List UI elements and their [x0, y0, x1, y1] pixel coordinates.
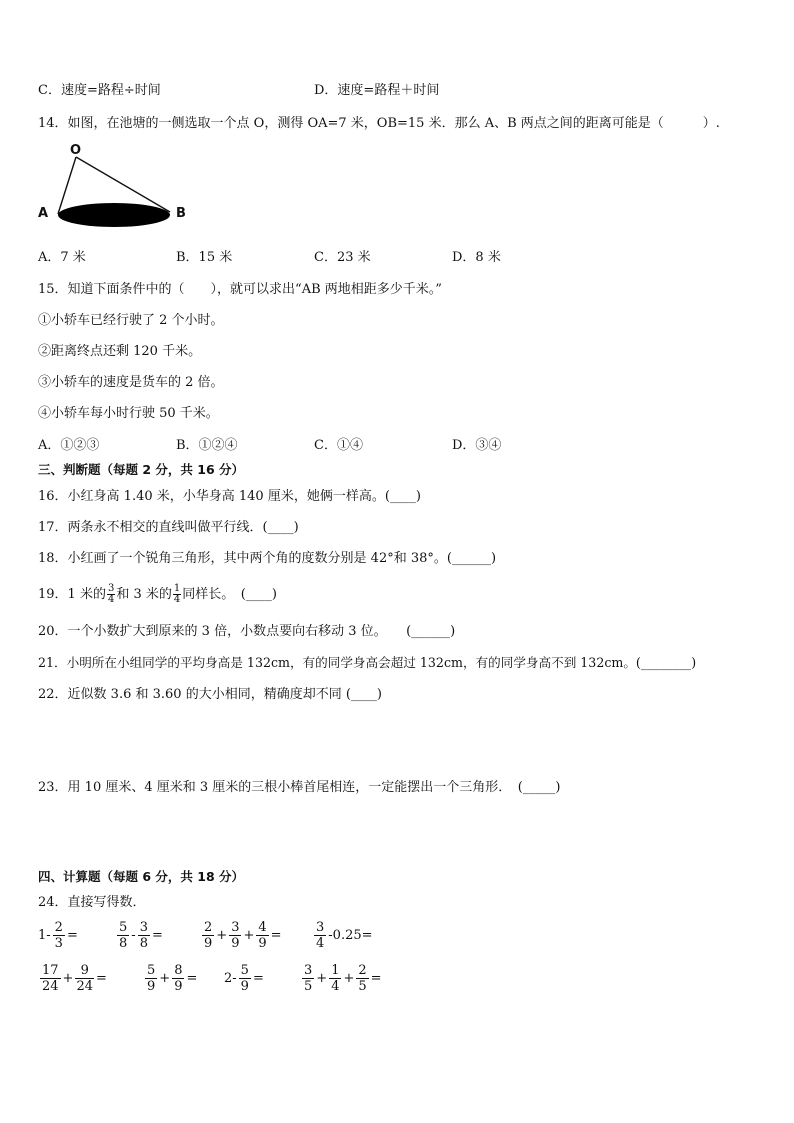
q19-part-a: 19．1 米的: [38, 587, 106, 602]
expr-6-frac-1: [145, 963, 157, 994]
den: 24: [42, 979, 59, 994]
q15-option-a: A．①②③: [38, 438, 100, 453]
num: 1: [331, 963, 340, 978]
den: 3: [54, 936, 63, 951]
den: 9: [231, 936, 240, 951]
expr-4-frac: [314, 920, 326, 951]
expr-7-frac: [239, 963, 251, 994]
num: 4: [258, 920, 267, 935]
expr-5-op: +: [62, 971, 74, 986]
expr-3-op-1: +: [216, 928, 228, 943]
expr-3-post: =: [270, 928, 282, 943]
expr-6-post: =: [186, 971, 198, 986]
q19-fraction-2: [173, 584, 181, 605]
den: 9: [240, 979, 249, 994]
expr-8-post: =: [370, 971, 382, 986]
q15-option-d: D．③④: [452, 438, 502, 453]
den: 5: [358, 979, 367, 994]
expr-2-frac-1: [117, 920, 129, 951]
num: 8: [174, 963, 183, 978]
q15-cond-4: ④小轿车每小时行驶 50 千米。: [38, 406, 219, 421]
expr-7-post: =: [252, 971, 264, 986]
expr-3-op-2: +: [243, 928, 255, 943]
q13-option-d: D．速度=路程＋时间: [314, 83, 440, 98]
expr-4-post: -0.25=: [328, 928, 373, 943]
q20-text: 20．一个小数扩大到原来的 3 倍，小数点要向右移动 3 位。 (______): [38, 624, 456, 639]
expr-8: [300, 963, 382, 994]
num: 2: [204, 920, 213, 935]
q13-option-c: C．速度=路程÷时间: [38, 83, 161, 98]
expr-3-frac-1: [202, 920, 214, 951]
q19-text: [38, 582, 277, 608]
expr-3-frac-2: [229, 920, 241, 951]
q15-cond-2: ②距离终点还剩 120 千米。: [38, 344, 202, 359]
section-3-heading: 三、判断题（每题 2 分，共 16 分）: [38, 462, 245, 477]
expr-3-frac-3: [256, 920, 268, 951]
expr-2-op: -: [131, 928, 136, 943]
den: 8: [139, 936, 148, 951]
expr-8-frac-2: [329, 963, 341, 994]
q15-option-b: B．①②④: [176, 438, 238, 453]
expr-2-post: =: [151, 928, 163, 943]
num: 2: [358, 963, 367, 978]
q19-fraction-1: [107, 584, 115, 605]
expr-3: [200, 920, 282, 951]
den: 9: [174, 979, 183, 994]
expr-1-pre: 1-: [38, 928, 51, 943]
q21-text: 21．小明所在小组同学的平均身高是 132cm，有的同学身高会超过 132cm，有的同学身高不到 132cm。(________): [38, 655, 697, 670]
den: 9: [147, 979, 156, 994]
label-a: A: [38, 206, 49, 221]
q19-f2-num: 1: [173, 583, 181, 594]
num: 2: [54, 920, 63, 935]
q15-cond-3: ③小轿车的速度是货车的 2 倍。: [38, 375, 224, 390]
q23-text: 23．用 10 厘米、4 厘米和 3 厘米的三根小棒首尾相连，一定能摆出一个三角形． (_____): [38, 780, 561, 795]
label-o: O: [70, 143, 82, 158]
den: 8: [119, 936, 128, 951]
expr-6-frac-2: [172, 963, 184, 994]
q15-cond-1: ①小轿车已经行驶了 2 个小时。: [38, 313, 224, 328]
q16-text: 16．小红身高 1.40 米，小华身高 140 厘米，她俩一样高。(____): [38, 489, 421, 504]
expr-4: [312, 920, 373, 951]
q14-option-c: C．23 米: [314, 250, 371, 265]
den: 4: [316, 936, 325, 951]
num: 3: [231, 920, 240, 935]
q19-part-b: 和 3 米的: [116, 587, 172, 602]
expr-8-op-2: +: [343, 971, 355, 986]
expr-7: [224, 963, 264, 994]
num: 9: [75, 963, 94, 979]
expr-8-frac-3: [356, 963, 368, 994]
q19-part-c: 同样长。 (____): [182, 587, 277, 602]
num: 3: [304, 963, 313, 978]
den: 9: [258, 936, 267, 951]
q15-option-c: C．①④: [314, 438, 363, 453]
q14-text: 14．如图，在池塘的一侧选取一个点 O，测得 OA=7 米，OB=15 米．那么 A、B 两点之间的距离可能是（ ）.: [38, 116, 720, 131]
pond-ellipse: [58, 203, 170, 227]
label-b: B: [176, 206, 186, 221]
expr-1: [38, 920, 78, 951]
expr-8-op-1: +: [316, 971, 328, 986]
expr-1-frac: [53, 920, 65, 951]
expr-5-frac-1: [40, 963, 61, 994]
q17-text: 17．两条永不相交的直线叫做平行线．(____): [38, 520, 299, 535]
q19-f2-den: 4: [173, 594, 181, 605]
expr-8-frac-1: [302, 963, 314, 994]
expr-5-post: =: [96, 971, 107, 986]
q18-text: 18．小红画了一个锐角三角形，其中两个角的度数分别是 42°和 38°。(______): [38, 551, 497, 566]
q19-f1-den: 4: [107, 594, 115, 605]
q19-f1-num: 3: [107, 583, 115, 594]
q14-option-b: B．15 米: [176, 250, 233, 265]
num: 5: [240, 963, 249, 978]
expr-5: [38, 963, 107, 994]
den: 9: [204, 936, 213, 951]
num: 5: [147, 963, 156, 978]
den: 24: [76, 979, 93, 994]
den: 5: [304, 979, 313, 994]
line-oa: [58, 157, 76, 214]
expr-1-post: =: [66, 928, 78, 943]
q24-text: 24．直接写得数．: [38, 895, 146, 910]
q15-text: 15．知道下面条件中的（ ），就可以求出“AB 两地相距多少千米。”: [38, 282, 442, 297]
expr-5-frac-2: [75, 963, 94, 994]
num: 5: [119, 920, 128, 935]
expr-6: [143, 963, 197, 994]
num: 3: [316, 920, 325, 935]
num: 17: [42, 963, 59, 978]
expr-2-frac-2: [138, 920, 150, 951]
num: 3: [139, 920, 148, 935]
q14-option-a: A．7 米: [38, 250, 86, 265]
expr-6-op: +: [159, 971, 171, 986]
den: 4: [331, 979, 340, 994]
expr-2: [115, 920, 163, 951]
q22-text: 22．近似数 3.6 和 3.60 的大小相同，精确度却不同 (____): [38, 687, 382, 702]
section-4-heading: 四、计算题（每题 6 分，共 18 分）: [38, 869, 245, 884]
expr-7-pre: 2-: [224, 971, 237, 986]
q14-option-d: D．8 米: [452, 250, 501, 265]
